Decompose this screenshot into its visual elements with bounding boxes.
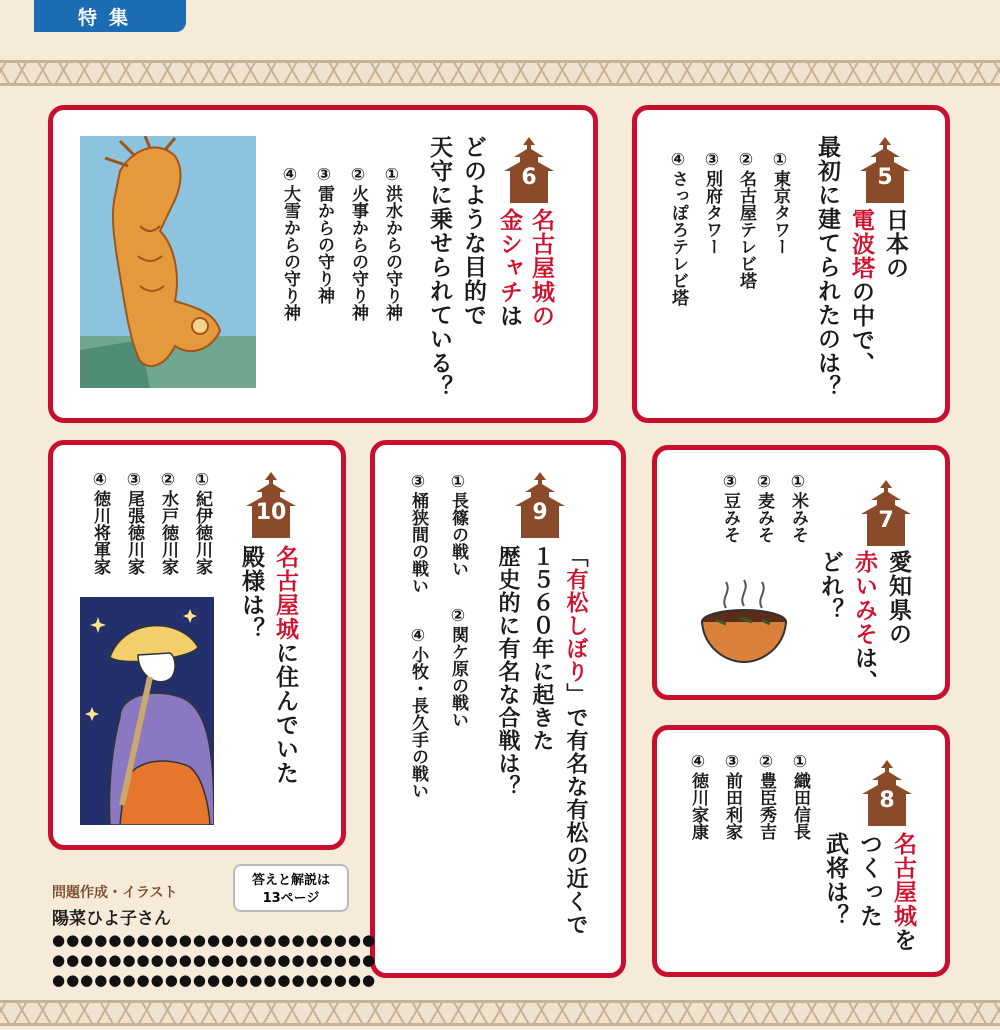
credit-role: 問題作成・イラスト [52,885,178,901]
question-text-line: どれ？ [817,550,843,622]
section-tab: 特集 [34,0,186,32]
answer-option[interactable]: ①長篠の戦い [448,472,468,577]
redacted-text-line: ●●●●●●●●●●●●●●●●●●●●●●● [52,931,377,949]
answer-option[interactable]: ②関ケ原の戦い [448,606,468,728]
answer-option[interactable]: ③豆みそ [720,472,740,543]
answer-option[interactable]: ③別府タワー [702,150,722,255]
answer-option[interactable]: ④さっぽろテレビ塔 [668,150,688,306]
answer-option[interactable]: ①紀伊徳川家 [192,470,212,575]
question-text-line: 名古屋城を [890,832,916,952]
question-text-line: 愛知県の [885,550,911,646]
redacted-text-line: ●●●●●●●●●●●●●●●●●●●●●●● [52,951,377,969]
question-text-line: 最初に建てられたのは？ [814,135,840,399]
golden-shachi-illustration [80,136,256,388]
credit-name: 陽菜ひよ子さん [52,909,171,929]
answer-option[interactable]: ②豊臣秀吉 [756,752,776,840]
question-text-line: 武将は？ [822,832,848,928]
answer-option[interactable]: ②名古屋テレビ塔 [736,150,756,289]
question-text-line: つくった [856,832,882,928]
answer-option[interactable]: ③前田利家 [722,752,742,840]
bottom-border-pattern [0,1000,1000,1026]
answer-option[interactable]: ①洪水からの守り神 [382,165,402,321]
answer-option[interactable]: ③桶狭間の戦い [408,472,428,594]
question-text-line: どのような目的で [460,135,486,327]
answer-option[interactable]: ④小牧・長久手の戦い [408,626,428,799]
answer-option[interactable]: ④大雪からの守り神 [280,165,300,321]
question-text-line: 赤いみそは、 [851,550,877,694]
answer-page-note: 答えと解説は 13ページ [233,864,349,912]
miso-soup-illustration [696,578,792,668]
answer-option[interactable]: ③尾張徳川家 [124,470,144,575]
redacted-text-line: ●●●●●●●●●●●●●●●●●●●●●●● [52,971,377,989]
question-text-line: 天守に乗せられている？ [426,135,452,399]
question-text-line: 名古屋城の [528,208,554,328]
question-number-badge: 8 [858,758,916,828]
question-number-badge: 6 [500,135,558,205]
question-text-line: 日本の [882,208,908,280]
question-text-line: １５６０年に起きた [529,545,554,752]
answer-option[interactable]: ④徳川将軍家 [90,470,110,575]
question-text-line: 電波塔の中で、 [848,208,874,376]
lord-illustration [80,597,214,825]
answer-option[interactable]: ②水戸徳川家 [158,470,178,575]
answer-option[interactable]: ②火事からの守り神 [348,165,368,321]
question-number-badge: 5 [856,135,914,205]
answer-option[interactable]: ①米みそ [788,472,808,543]
question-text-line: 「有松しぼり」で有名な有松の近くで [563,545,588,936]
top-border-pattern [0,60,1000,86]
answer-option[interactable]: ②麦みそ [754,472,774,543]
question-number-badge: 10 [242,470,300,540]
question-number-badge: 9 [511,470,569,540]
answer-option[interactable]: ④徳川家康 [688,752,708,840]
question-text-line: 殿様は？ [238,545,264,641]
question-text-line: 名古屋城に住んでいた [272,545,298,785]
question-number-badge: 7 [857,478,915,548]
question-text-line: 金シャチは [496,208,522,328]
answer-option[interactable]: ③雷からの守り神 [314,165,334,304]
answer-option[interactable]: ①東京タワー [770,150,790,255]
question-text-line: 歴史的に有名な合戦は？ [495,545,520,798]
answer-option[interactable]: ①織田信長 [790,752,810,840]
